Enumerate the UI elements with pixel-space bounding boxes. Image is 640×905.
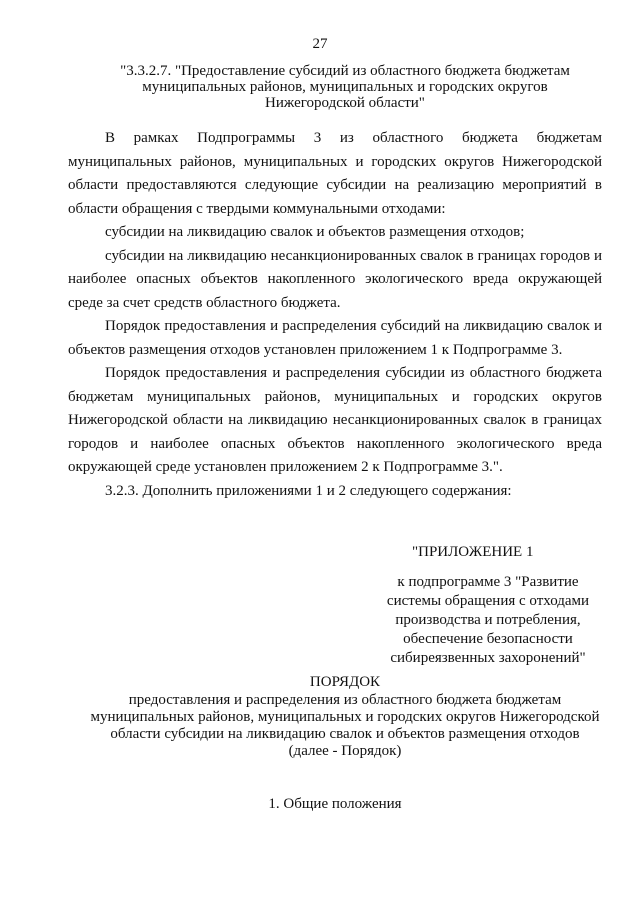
paragraph: 3.2.3. Дополнить приложениями 1 и 2 следующего содержания: [105, 482, 512, 499]
appendix-title: "ПРИЛОЖЕНИЕ 1 [412, 544, 534, 560]
paragraph: субсидии на ликвидацию несанкционированных свалок в границах городов и наиболее опасных объектов накопленного экологического вреда окружающей среде за счет средств областного бюджета. [68, 247, 602, 311]
body-text [68, 127, 602, 503]
order-heading: ПОРЯДОК [309, 674, 381, 690]
paragraph: Порядок предоставления и распределения субсидии из областного бюджета бюджетам муниципальных районов, муниципальных и городских округов Нижегородской области на ликвидацию несанкционированных свалок в границах городов и наиболее опасных объектов накопленного экологического вреда окружающей среде установлен приложением 2 к Подпрограмме 3.". [68, 365, 602, 475]
order-heading-block [90, 673, 600, 760]
section-title: "3.3.2.7. "Предоставление субсидий из областного бюджета бюджетам муниципальных районов, муниципальных и городских округов Нижегородской области" [120, 63, 570, 111]
order-subtitle: предоставления и распределения из областного бюджета бюджетам муниципальных районов, муниципальных и городских округов Нижегородской области субсидии на ликвидацию свалок и объектов размещения отходов [90, 692, 600, 742]
appendix-note: к подпрограмме 3 "Развитие системы обращения с отходами производства и потребления, обеспечение безопасности сибиреязвенных захоронений" [386, 574, 590, 666]
appendix-title-block [410, 543, 600, 562]
paragraph: В рамках Подпрограммы 3 из областного бюджета бюджетам муниципальных районов, муниципальных и городских округов Нижегородской области предоставляются следующие субсидии на реализацию мероприятий в области обращения с твердыми коммунальными отходами: [68, 130, 602, 217]
order-abbreviation: (далее - Порядок) [288, 743, 402, 759]
section-header: 1. Общие положения [268, 796, 402, 812]
paragraph: субсидии на ликвидацию свалок и объектов размещения отходов; [105, 224, 525, 240]
paragraph: Порядок предоставления и распределения субсидий на ликвидацию свалок и объектов размещения отходов установлен приложением 1 к Подпрограмме 3. [68, 318, 602, 358]
page-number: 27 [312, 36, 328, 52]
